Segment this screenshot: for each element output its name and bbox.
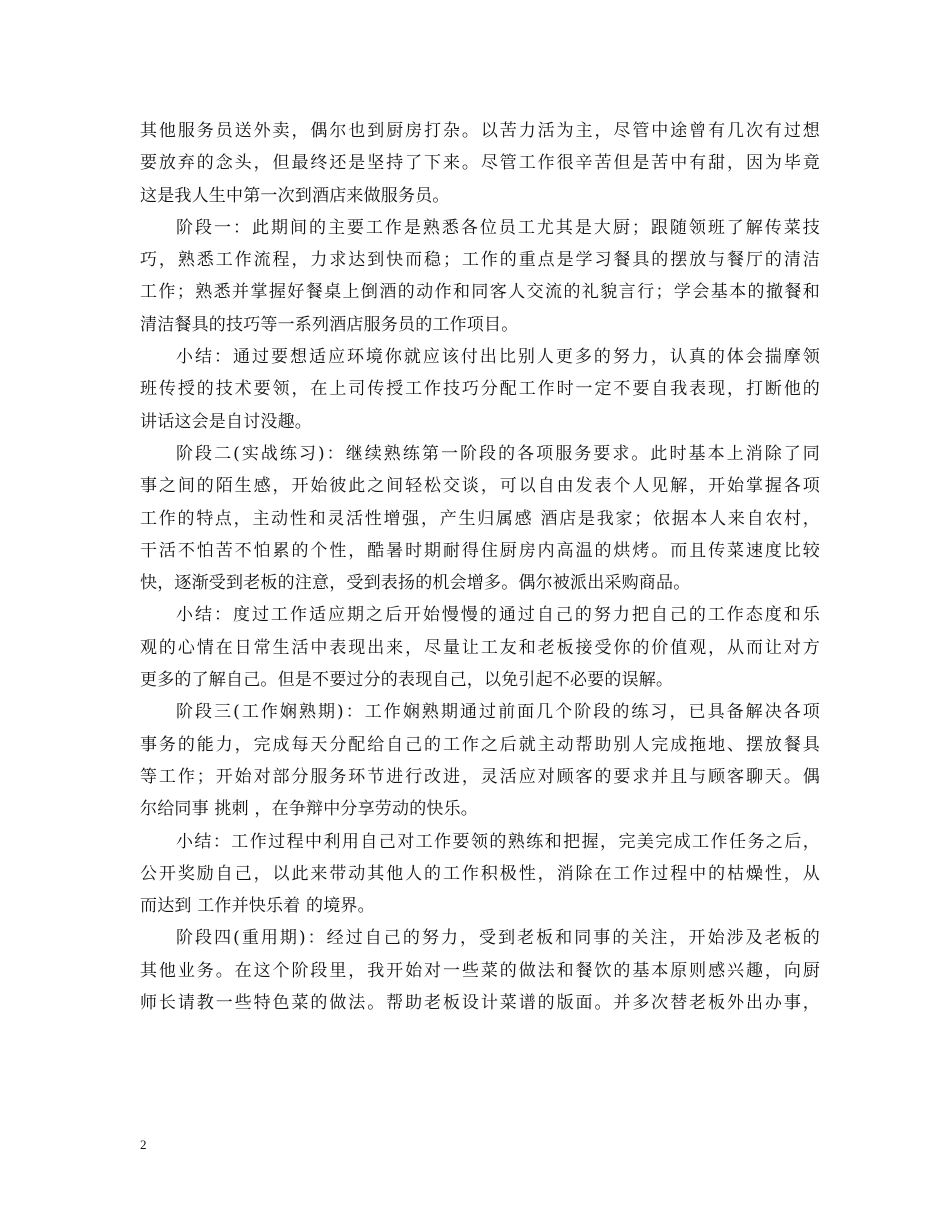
paragraph-summary-one-start: 小结：通过要想适应环境你就应该付出比别人更多的努力，认真的体会揣摩领 xyxy=(176,347,820,368)
paragraph-stage-three-start: 阶段三(工作娴熟期)：工作娴熟期通过前面几个阶段的练习，已具备解决各项 xyxy=(176,702,820,723)
page-number: 2 xyxy=(140,1137,147,1152)
text-line: 这是我人生中第一次到酒店来做服务员。 xyxy=(140,185,450,206)
paragraph-summary-two-start: 小结：度过工作适应期之后开始慢慢的通过自己的努力把自己的工作态度和乐 xyxy=(176,605,820,626)
text-line: 更多的了解自己。但是不要过分的表现自己，以免引起不必要的误解。 xyxy=(140,670,674,691)
paragraph-summary-three-start: 小结：工作过程中利用自己对工作要领的熟练和把握，完美完成工作任务之后， xyxy=(176,831,820,852)
text-line: 公开奖励自己，以此来带动其他人的工作积极性，消除在工作过程中的枯燥性，从 xyxy=(140,863,820,884)
text-line: 而达到 工作并快乐着 的境界。 xyxy=(140,896,375,917)
text-line: 观的心情在日常生活中表现出来，尽量让工友和老板接受你的价值观，从而让对方 xyxy=(140,637,820,658)
text-line: 讲话这会是自讨没趣。 xyxy=(140,411,312,432)
text-line: 要放弃的念头，但最终还是坚持了下来。尽管工作很辛苦但是苦中有甜，因为毕竟 xyxy=(140,153,820,174)
text-line: 其他业务。在这个阶段里，我开始对一些菜的做法和餐饮的基本原则感兴趣，向厨 xyxy=(140,960,820,981)
text-line: 等工作；开始对部分服务环节进行改进，灵活应对顾客的要求并且与顾客聊天。偶 xyxy=(140,766,820,787)
text-line: 清洁餐具的技巧等一系列酒店服务员的工作项目。 xyxy=(140,314,519,335)
text-line: 班传授的技术要领，在上司传授工作技巧分配工作时一定不要自我表现，打断他的 xyxy=(140,379,820,400)
text-line: 巧，熟悉工作流程，力求达到快而稳；工作的重点是学习餐具的摆放与餐厅的清洁 xyxy=(140,250,820,271)
paragraph-stage-one-start: 阶段一：此期间的主要工作是熟悉各位员工尤其是大厨；跟随领班了解传菜技 xyxy=(176,217,820,238)
paragraph-stage-four-start: 阶段四(重用期)：经过自己的努力，受到老板和同事的关注，开始涉及老板的 xyxy=(176,928,820,949)
text-line: 师长请教一些特色菜的做法。帮助老板设计菜谱的版面。并多次替老板外出办事， xyxy=(140,993,820,1014)
text-line: 事之间的陌生感，开始彼此之间轻松交谈，可以自由发表个人见解，开始掌握各项 xyxy=(140,476,820,497)
paragraph-stage-two-start: 阶段二(实战练习)：继续熟练第一阶段的各项服务要求。此时基本上消除了同 xyxy=(176,443,820,464)
body-text xyxy=(140,115,820,1019)
text-line: 其他服务员送外卖，偶尔也到厨房打杂。以苦力活为主，尽管中途曾有几次有过想 xyxy=(140,121,820,141)
text-line: 干活不怕苦不怕累的个性，酷暑时期耐得住厨房内高温的烘烤。而且传菜速度比较 xyxy=(140,540,820,561)
text-line: 快，逐渐受到老板的注意，受到表扬的机会增多。偶尔被派出采购商品。 xyxy=(140,573,691,594)
text-line: 工作；熟悉并掌握好餐桌上倒酒的动作和同客人交流的礼貌言行；学会基本的撤餐和 xyxy=(140,282,820,303)
text-line: 尔给同事 挑刺 ，在争辩中分享劳动的快乐。 xyxy=(140,799,479,820)
text-line: 工作的特点，主动性和灵活性增强，产生归属感 酒店是我家；依据本人来自农村， xyxy=(140,508,820,529)
text-line: 事务的能力，完成每天分配给自己的工作之后就主动帮助别人完成拖地、摆放餐具 xyxy=(140,734,820,755)
